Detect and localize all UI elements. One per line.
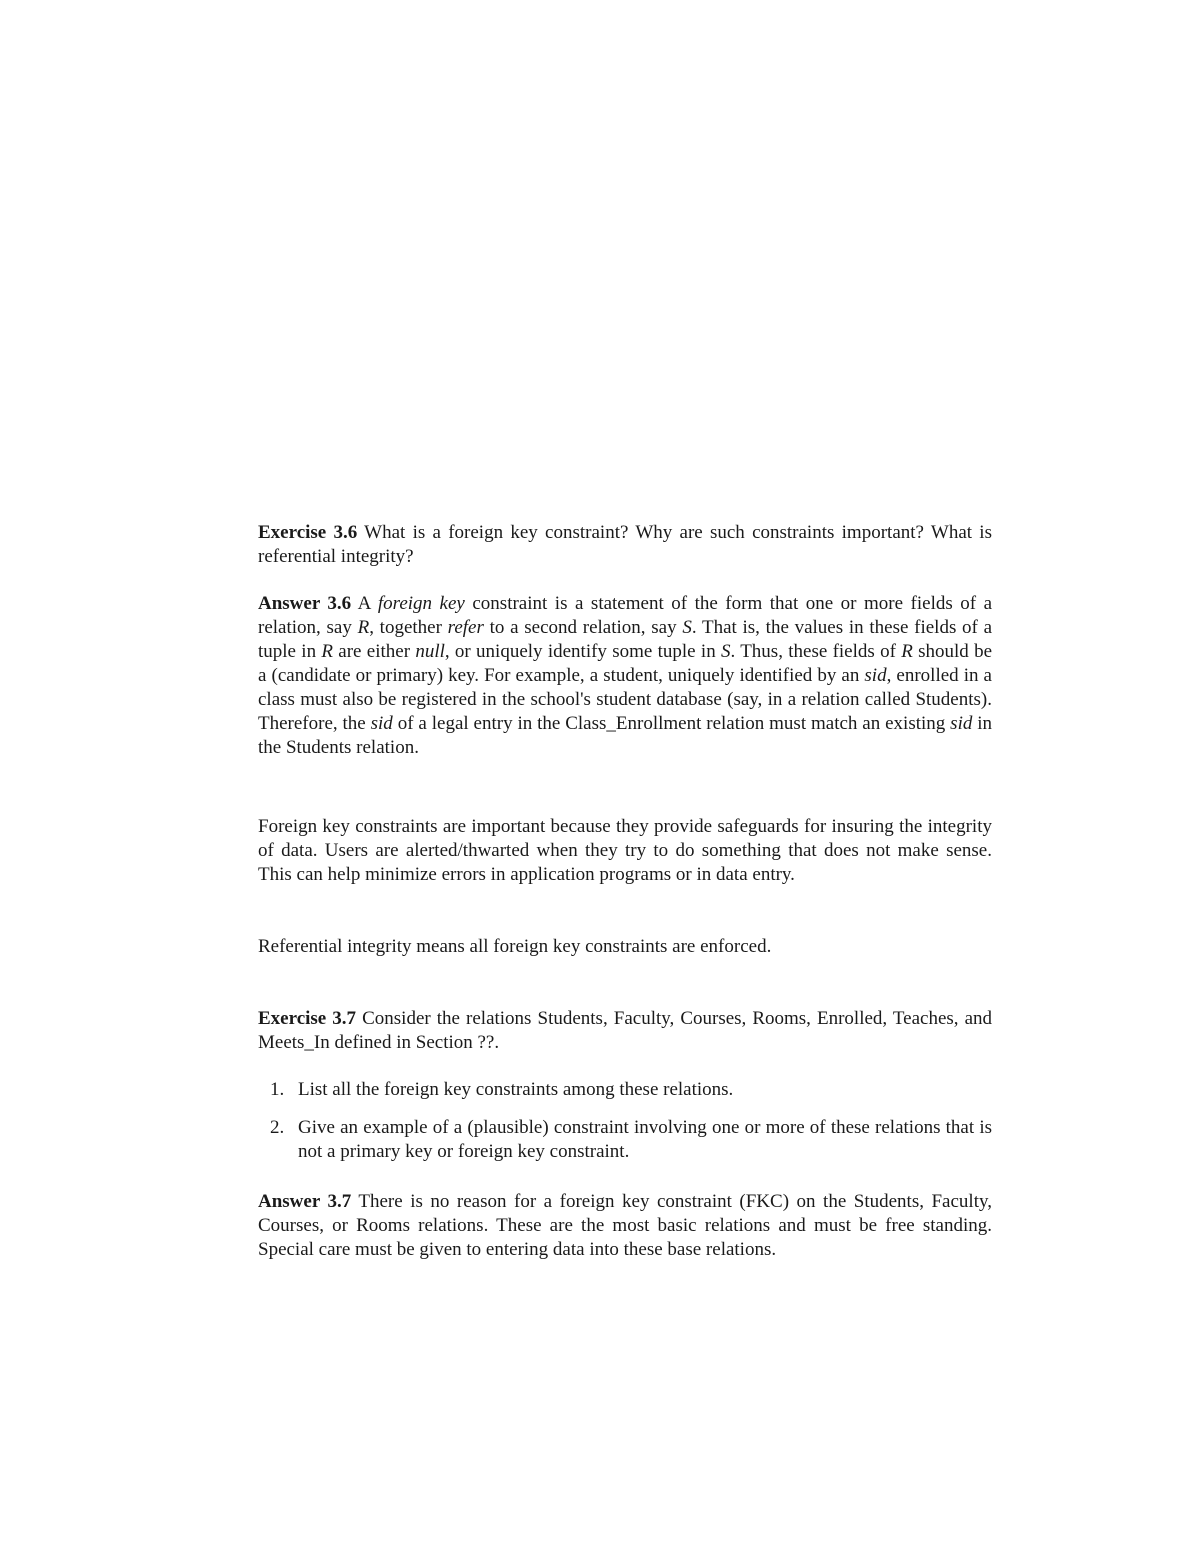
answer-text: , together <box>369 617 442 638</box>
answer-3-6 <box>258 592 992 760</box>
exercise-3-6-label: Exercise 3.6 <box>258 522 358 543</box>
list-item <box>258 1116 992 1164</box>
answer-text: constraint is a statement of the form that one or more fields of a relation, say <box>258 593 993 638</box>
math-s: S <box>721 641 731 662</box>
answer-text: should be a (candidate or primary) key. For example, a student, uniquely identified by an <box>258 641 993 686</box>
answer-text: , enrolled in a class must also be registered in the school's student database (say, in a relation called Students). Therefore, the <box>258 665 992 734</box>
list-item-text: List all the foreign key constraints among these relations. <box>298 1079 734 1100</box>
importance-paragraph: Foreign key constraints are important because they provide safeguards for insuring the integrity of data. Users are alerted/thwarted when they try to do something that does not make sense. This can help minimize errors in application programs or in data entry. <box>258 816 992 885</box>
answer-text: to a second relation, say <box>489 617 677 638</box>
list-item-number: 2. <box>270 1117 285 1138</box>
answer-3-7-label: Answer 3.7 <box>258 1191 352 1212</box>
list-item <box>258 1078 992 1102</box>
math-r: R <box>901 641 913 662</box>
answer-text: , or uniquely identify some tuple in <box>444 641 716 662</box>
answer-3-7-text: There is no reason for a foreign key constraint (FKC) on the Students, Faculty, Courses, or Rooms relations. These are the most basic relations and must be free standing. Special care must be given to entering data into these base relations. <box>258 1191 992 1260</box>
referential-integrity-paragraph: Referential integrity means all foreign key constraints are enforced. <box>258 936 772 957</box>
emphasis-refer: refer <box>447 617 484 638</box>
exercise-3-6-text: What is a foreign key constraint? Why are such constraints important? What is referential integrity? <box>258 522 992 567</box>
math-s: S <box>682 617 692 638</box>
answer-text: . That is, the values in these fields of a tuple in <box>258 617 993 662</box>
exercise-3-7-label: Exercise 3.7 <box>258 1008 357 1029</box>
answer-3-6-paragraph <box>258 592 992 760</box>
emphasis-sid: sid <box>370 713 393 734</box>
math-r: R <box>321 641 333 662</box>
exercise-3-7-paragraph <box>258 1007 992 1055</box>
emphasis-foreign-key: foreign key <box>377 593 465 614</box>
numbered-list <box>258 1078 992 1164</box>
answer-3-6-label: Answer 3.6 <box>258 593 352 614</box>
exercise-3-7-text: Consider the relations Students, Faculty, Courses, Rooms, Enrolled, Teaches, and Meets_In defined in Section ??. <box>258 1008 993 1053</box>
exercise-3-7-list <box>258 1078 992 1178</box>
emphasis-sid: sid <box>950 713 973 734</box>
list-item-number: 1. <box>270 1079 285 1100</box>
answer-3-7 <box>258 1190 992 1262</box>
emphasis-sid: sid <box>864 665 887 686</box>
exercise-3-7 <box>258 1007 992 1055</box>
math-r: R <box>357 617 370 638</box>
answer-text: in the Students relation. <box>258 713 993 758</box>
answer-text: A <box>357 593 371 614</box>
answer-text: of a legal entry in the Class_Enrollment relation must match an existing <box>397 713 946 734</box>
answer-3-6-referential-integrity <box>258 935 992 959</box>
exercise-3-6 <box>258 521 992 569</box>
answer-3-6-importance <box>258 815 992 887</box>
answer-3-7-paragraph <box>258 1190 992 1262</box>
list-item-text: Give an example of a (plausible) constraint involving one or more of these relations that is not a primary key or foreign key constraint. <box>298 1117 992 1162</box>
exercise-3-6-paragraph <box>258 521 992 569</box>
emphasis-null: null <box>415 641 445 662</box>
answer-text: are either <box>338 641 411 662</box>
answer-text: . Thus, these fields of <box>730 641 896 662</box>
